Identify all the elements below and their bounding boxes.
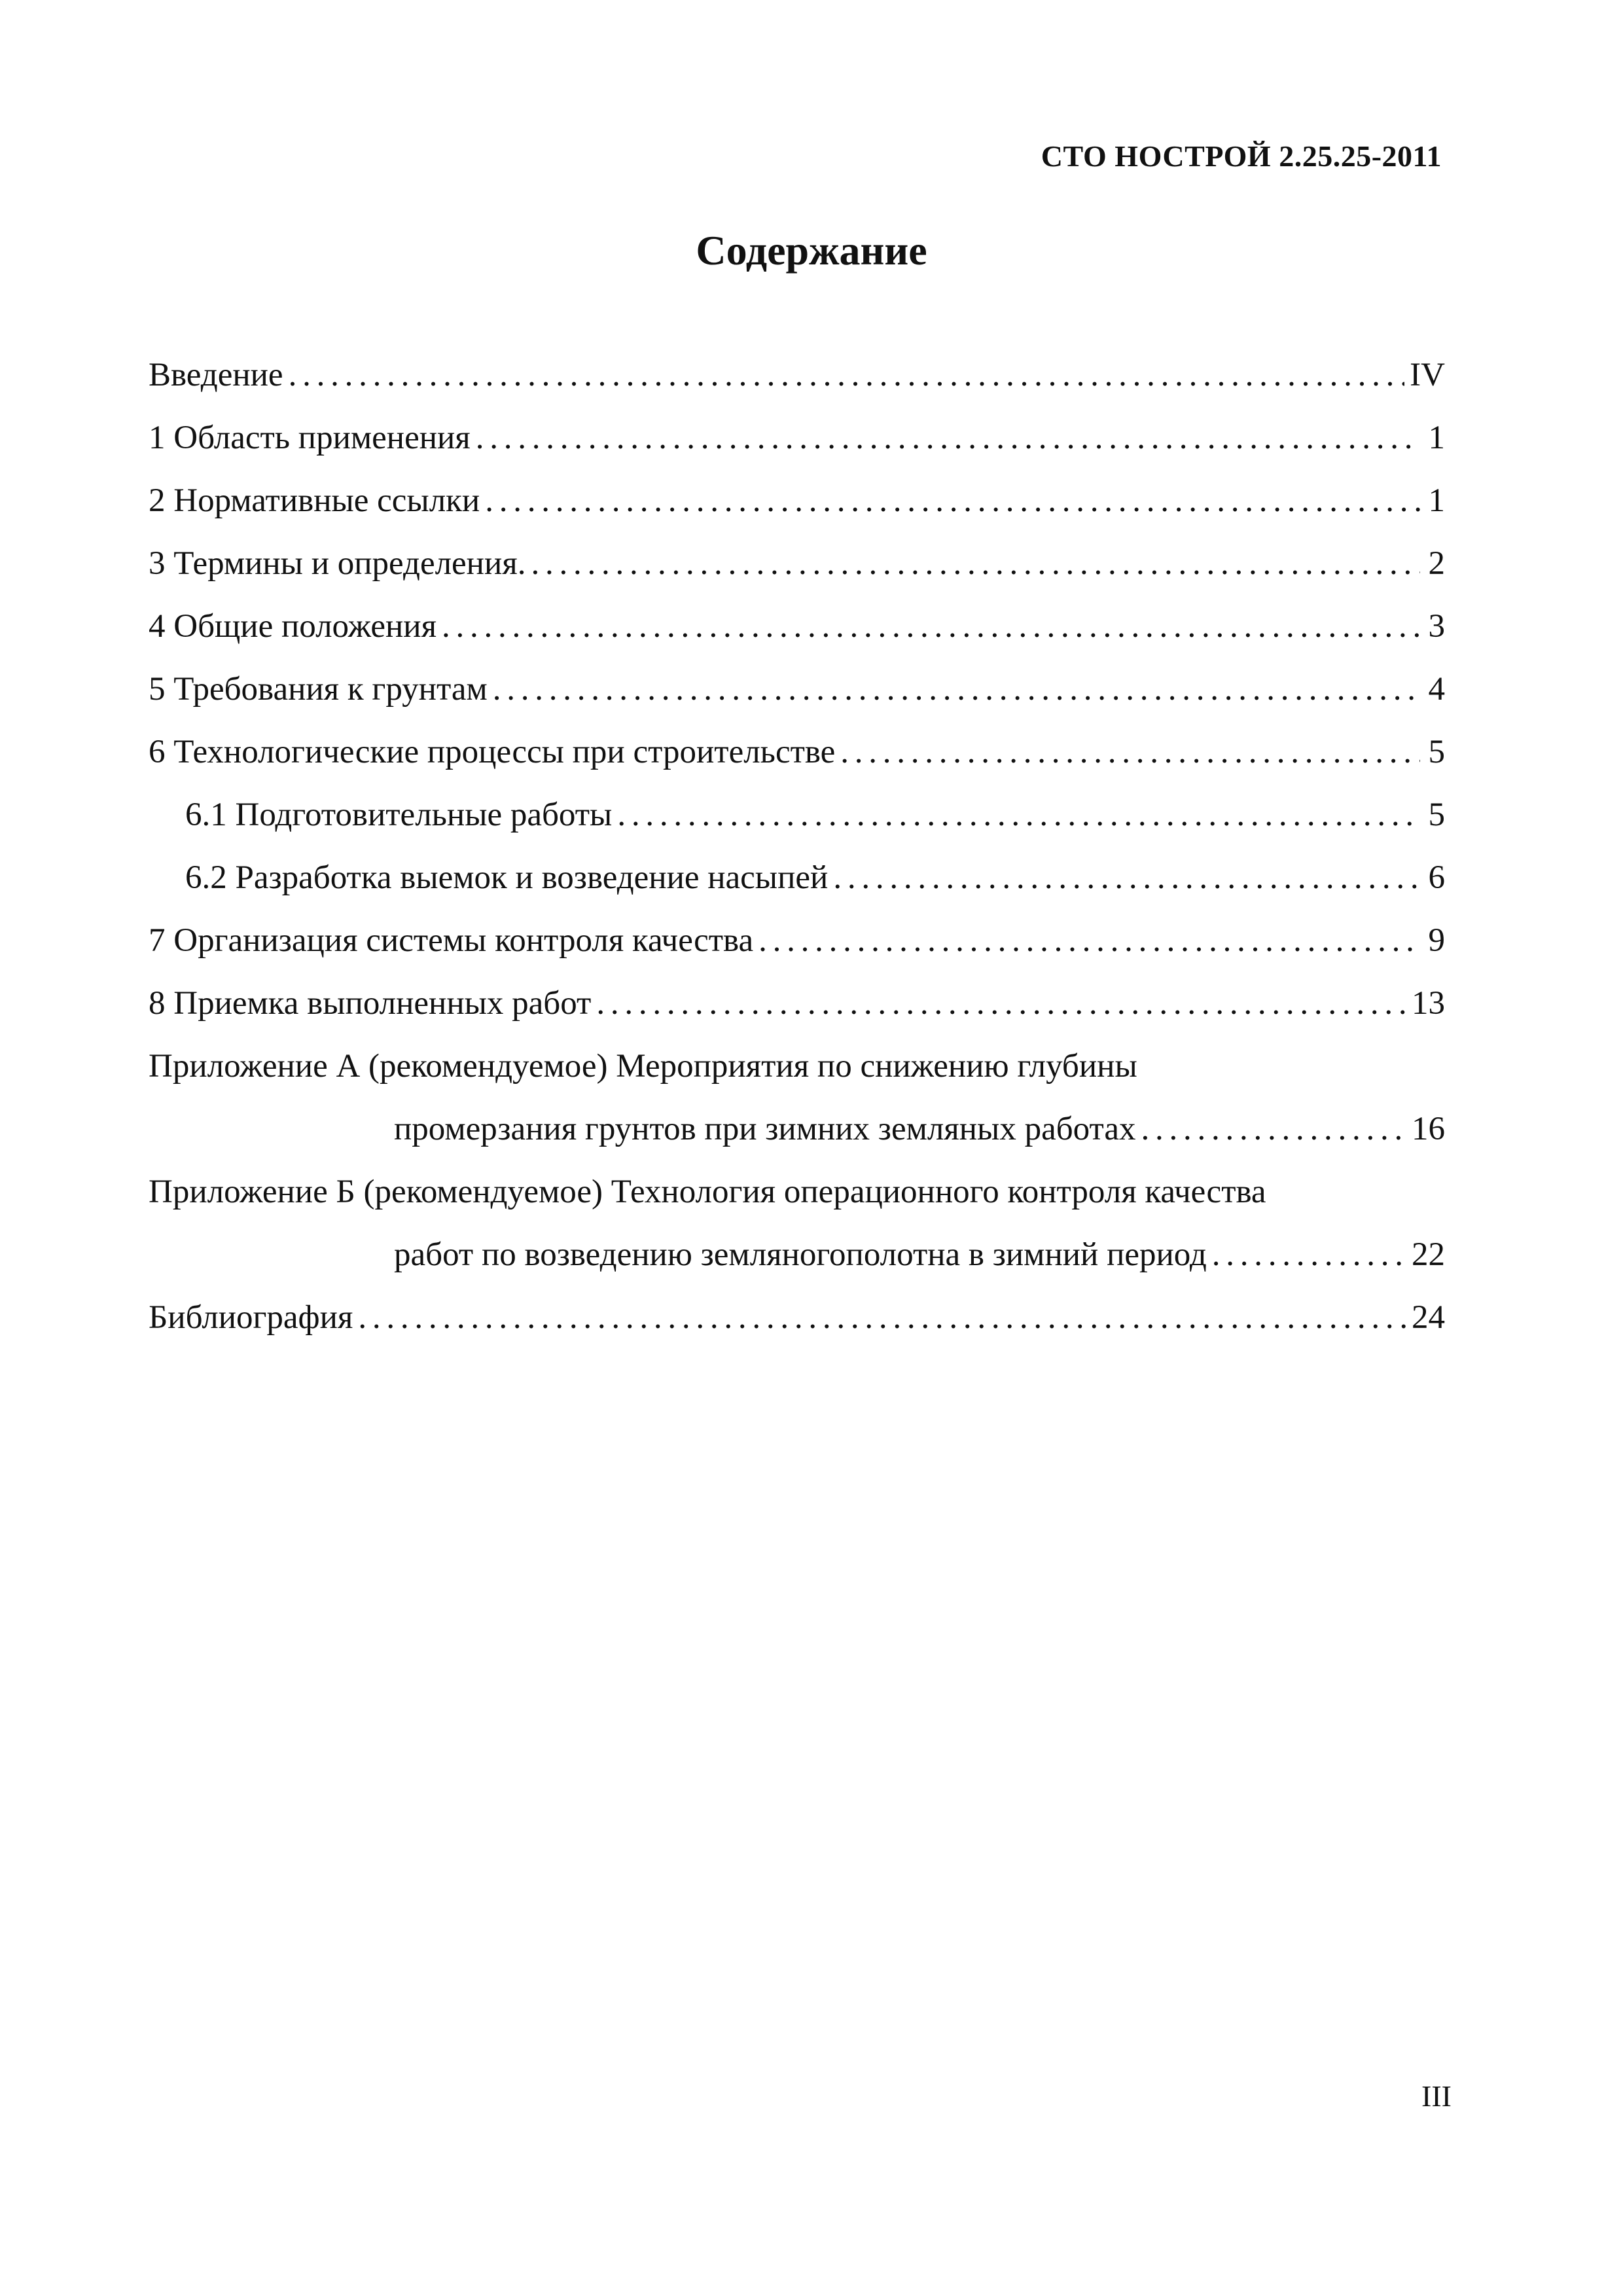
toc-entry[interactable] [149, 1286, 1445, 1349]
toc-dot-leader [1212, 1236, 1406, 1274]
toc-entry-title: 7 Организация системы контроля качества [149, 922, 754, 959]
toc-appendix-continuation[interactable] [149, 1098, 1445, 1160]
toc-entry-page: 1 [1428, 420, 1445, 456]
toc-appendix-heading[interactable] [149, 1035, 1445, 1098]
toc-entry[interactable] [149, 595, 1445, 658]
toc-dot-leader [493, 670, 1420, 708]
toc-dot-leader [596, 984, 1406, 1022]
toc-dot-leader [485, 482, 1420, 520]
toc-dot-leader [840, 733, 1420, 771]
table-of-contents [149, 344, 1445, 1349]
toc-entry-page: 2 [1428, 545, 1445, 582]
toc-entry-page: IV [1410, 357, 1445, 393]
toc-entry-title: 3 Термины и определения. [149, 545, 526, 582]
toc-entry-page: 5 [1428, 734, 1445, 770]
toc-entry-page: 3 [1428, 608, 1445, 645]
toc-appendix-continuation[interactable] [149, 1223, 1445, 1286]
document-code: СТО НОСТРОЙ 2.25.25-2011 [1041, 139, 1442, 173]
toc-dot-leader [617, 796, 1420, 834]
toc-subentry[interactable] [149, 846, 1445, 909]
toc-dot-leader [531, 545, 1420, 583]
toc-entry-title: 4 Общие положения [149, 608, 437, 645]
toc-entry[interactable] [149, 406, 1445, 469]
page-title: Содержание [696, 227, 927, 274]
toc-entry[interactable] [149, 909, 1445, 972]
page-number: III [1421, 2079, 1452, 2113]
toc-entry-page: 16 [1412, 1111, 1445, 1147]
toc-entry[interactable] [149, 721, 1445, 783]
toc-dot-leader [289, 356, 1405, 394]
toc-entry-title: промерзания грунтов при зимних земляных работах [394, 1111, 1136, 1147]
toc-entry-title: 2 Нормативные ссылки [149, 482, 480, 519]
toc-dot-leader [833, 859, 1420, 897]
toc-dot-leader [442, 607, 1420, 645]
toc-appendix-heading[interactable] [149, 1160, 1445, 1223]
toc-entry-title: 5 Требования к грунтам [149, 671, 488, 708]
toc-entry-title: 1 Область применения [149, 420, 471, 456]
toc-entry-page: 24 [1412, 1299, 1445, 1336]
toc-entry[interactable] [149, 469, 1445, 532]
toc-entry-title: Библиография [149, 1299, 353, 1336]
toc-entry-page: 9 [1428, 922, 1445, 959]
toc-entry-title: 6 Технологические процессы при строительстве [149, 734, 836, 770]
toc-entry-title: Приложение Б (рекомендуемое) Технология операционного контроля качества [149, 1174, 1266, 1210]
toc-entry[interactable] [149, 972, 1445, 1035]
toc-entry-title: 6.2 Разработка выемок и возведение насыпей [185, 859, 829, 896]
toc-entry-title: работ по возведению земляногополотна в зимний период [394, 1236, 1207, 1273]
toc-dot-leader [758, 922, 1420, 960]
toc-dot-leader [1141, 1110, 1406, 1148]
toc-entry[interactable] [149, 532, 1445, 595]
toc-entry-page: 4 [1428, 671, 1445, 708]
toc-entry-page: 5 [1428, 797, 1445, 833]
toc-entry-page: 22 [1412, 1236, 1445, 1273]
toc-entry-title: Приложение А (рекомендуемое) Мероприятия по снижению глубины [149, 1048, 1137, 1085]
toc-dot-leader [358, 1299, 1406, 1336]
toc-entry-page: 6 [1428, 859, 1445, 896]
toc-entry[interactable] [149, 658, 1445, 721]
toc-entry[interactable] [149, 344, 1445, 406]
toc-entry-title: 8 Приемка выполненных работ [149, 985, 592, 1022]
toc-subentry[interactable] [149, 783, 1445, 846]
toc-entry-title: Введение [149, 357, 283, 393]
toc-entry-title: 6.1 Подготовительные работы [185, 797, 613, 833]
toc-entry-page: 13 [1412, 985, 1445, 1022]
toc-entry-page: 1 [1428, 482, 1445, 519]
toc-dot-leader [476, 419, 1420, 457]
